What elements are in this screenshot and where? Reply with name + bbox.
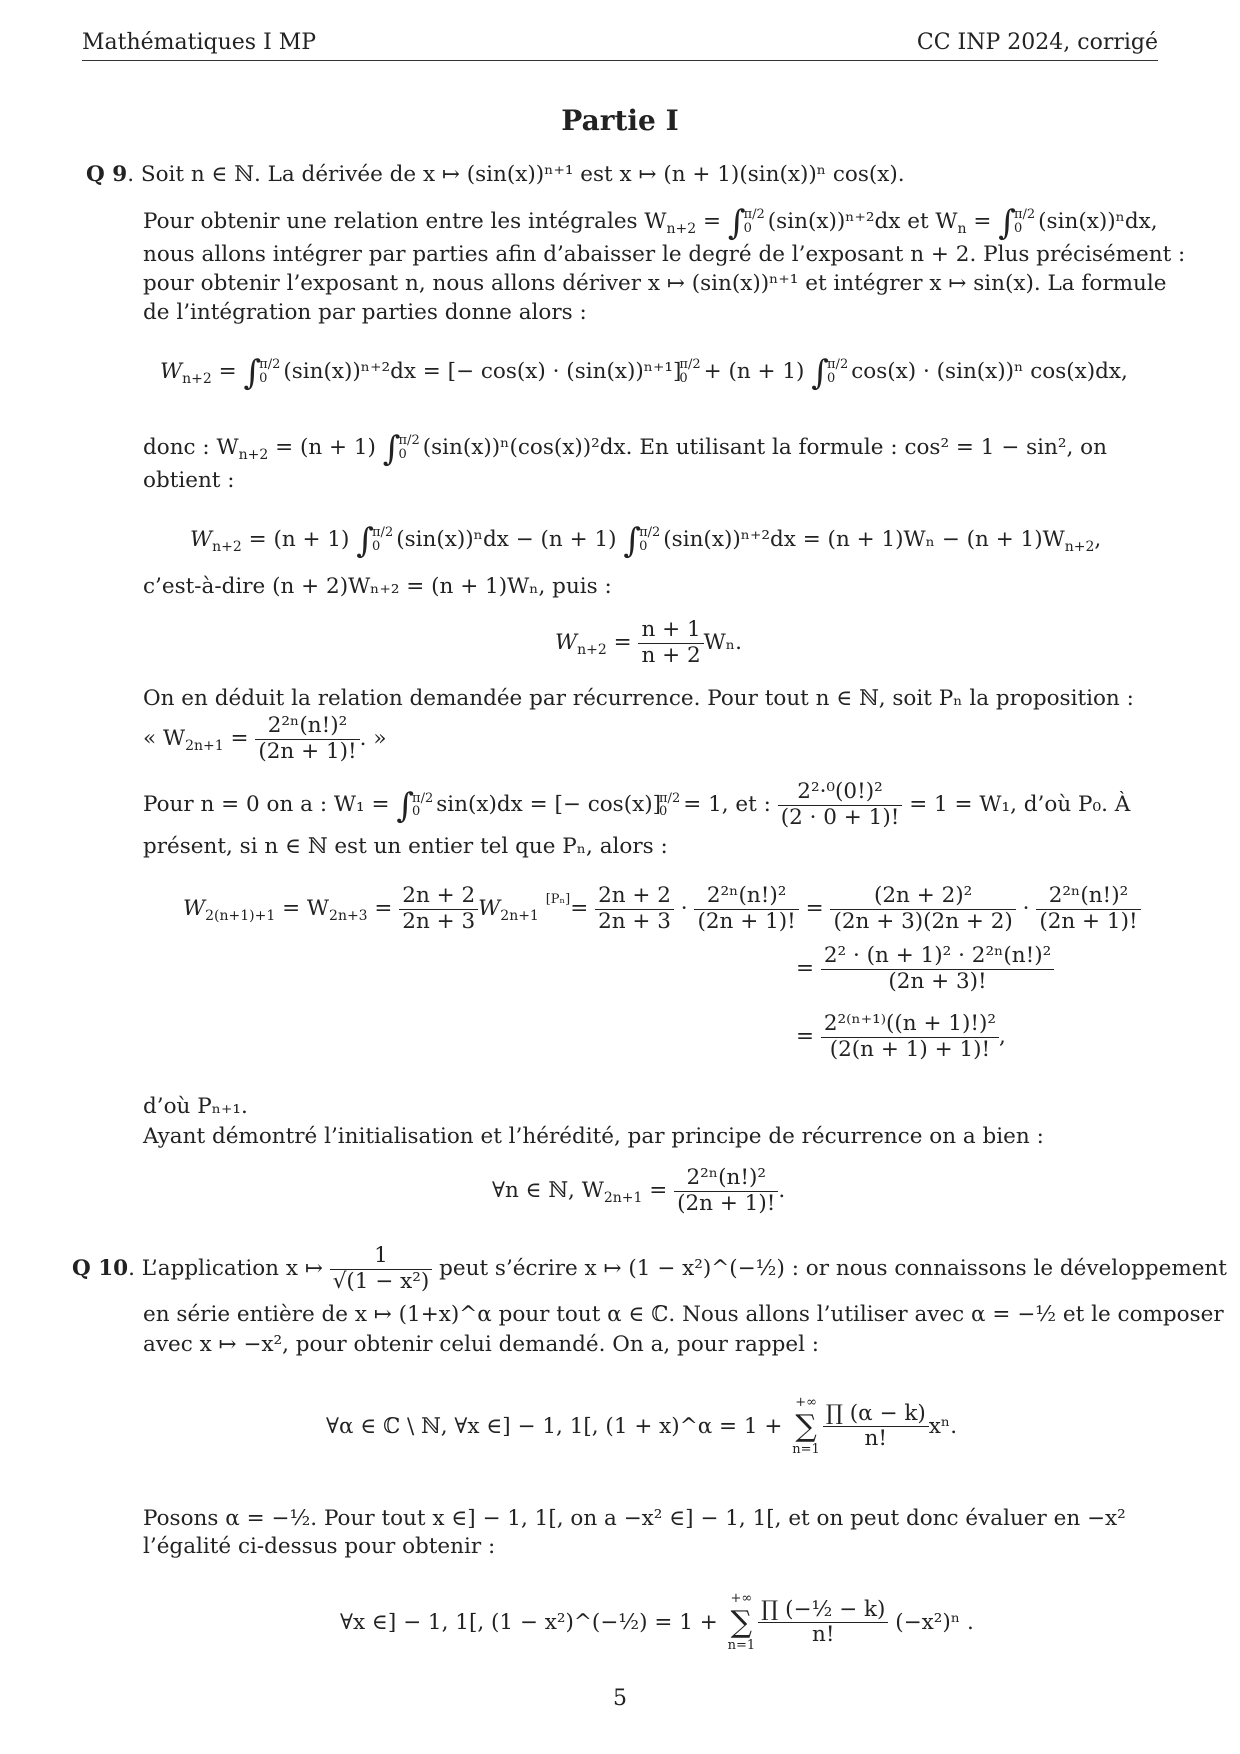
q9-line-12: présent, si n ∈ ℕ est un entier tel que Pₙ, alors : bbox=[143, 834, 668, 859]
q9-text-10b: . » bbox=[359, 726, 387, 752]
q10-eq1-b: xⁿ. bbox=[928, 1413, 958, 1439]
q9-line-7: obtient : bbox=[143, 468, 235, 493]
q9-r1-d4: (2n + 1)! bbox=[1036, 909, 1140, 935]
q9-r1-d1b: 2n + 3 bbox=[595, 909, 674, 935]
q9-eq-rec-3: = $\frac{\text{2²⁽ⁿ⁺¹⁾((n + 1)!)²}}{(2(n + 1) + 1)!}$ , bbox=[796, 1011, 1006, 1062]
q9-eq1-a: (sin(x))ⁿ⁺²dx = [− cos(x) · (sin(x))ⁿ⁺¹] bbox=[283, 359, 682, 384]
running-header bbox=[82, 30, 1158, 61]
q10-line-2: en série entière de x ↦ (1+x)^α pour tout α ∈ ℂ. Nous allons l’utiliser avec α = −½ et le composer bbox=[143, 1302, 1224, 1327]
q10-label: Q 10 bbox=[72, 1256, 129, 1282]
q9-text-11a: Pour n = 0 on a : W₁ = bbox=[143, 792, 390, 818]
q10-line-4: Posons α = −½. Pour tout x ∈] − 1, 1[, on a −x² ∈] − 1, 1[, et on peut donc évaluer en −x² bbox=[143, 1506, 1126, 1531]
q10-eq-1 bbox=[326, 1396, 957, 1458]
section-title: Partie I bbox=[561, 104, 679, 137]
q9-line-8: c’est-à-dire (n + 2)Wₙ₊₂ = (n + 1)Wₙ, puis : bbox=[143, 574, 612, 599]
q9-r2-den: (2n + 3)! bbox=[821, 969, 1054, 995]
page-number: 5 bbox=[613, 1686, 627, 1711]
q9-text-6a: donc : W bbox=[143, 435, 239, 460]
q9-p-den: (2n + 1)! bbox=[255, 739, 359, 765]
q9-eq2-b: (sin(x))ⁿdx − (n + 1) bbox=[396, 527, 617, 552]
q9-eq1-b: + (n + 1) bbox=[703, 359, 805, 384]
q9-text-1: . Soit n ∈ ℕ. La dérivée de x ↦ (sin(x))ⁿ⁺¹ est x ↦ (n + 1)(sin(x))ⁿ cos(x). bbox=[127, 162, 905, 187]
q9-text-2c: (sin(x))ⁿdx, bbox=[1038, 209, 1158, 234]
q9-r1-n1b: 2n + 2 bbox=[598, 883, 671, 908]
q9-text-11b: sin(x)dx = [− cos(x)] bbox=[436, 792, 662, 818]
header-left: Mathématiques I MP bbox=[82, 30, 317, 55]
q9-eq2-d: , bbox=[1094, 527, 1102, 552]
q9-r1-n3: (2n + 2)² bbox=[873, 883, 973, 908]
q9-label: Q 9 bbox=[86, 162, 128, 187]
q9-fin-a: ∀n ∈ ℕ, W bbox=[492, 1178, 604, 1204]
q10-l1-den: √(1 − x²) bbox=[330, 1269, 433, 1295]
q9-line-6: donc : $W_{n+2} = (n + 1)$ ∫ π/2 0 (sin(x))ⁿ(cos(x))²dx. En utilisant la formule : cos² = 1 − sin², on bbox=[143, 429, 1107, 469]
q10-eq1-a: ∀α ∈ ℂ \ ℕ, ∀x ∈] − 1, 1[, (1 + x)^α = 1 + bbox=[326, 1413, 783, 1439]
q9-text-6c: (sin(x))ⁿ(cos(x))²dx. En utilisant la formule : cos² = 1 − sin², on bbox=[422, 435, 1107, 460]
q10-eq1-num: ∏ (α − k) bbox=[825, 1400, 926, 1426]
q10-text-1b: peut s’écrire x ↦ (1 − x²)^(−½) : or nous connaissons le développement bbox=[439, 1256, 1227, 1282]
q9-init-num: 2²·⁰(0!)² bbox=[797, 779, 883, 804]
q9-text-2: Pour obtenir une relation entre les intégrales W bbox=[143, 209, 667, 234]
q9-r3-num: 2²⁽ⁿ⁺¹⁾((n + 1)!)² bbox=[823, 1011, 997, 1036]
q9-fin-num: 2²ⁿ(n!)² bbox=[686, 1165, 766, 1190]
q9-r1-d1: 2n + 3 bbox=[399, 909, 478, 935]
q9-r1-n1: 2n + 2 bbox=[402, 883, 476, 908]
q9-text-11d: = 1 = W₁, d’où P₀. À bbox=[909, 792, 1131, 818]
q10-eq2-b: (−x²)ⁿ . bbox=[895, 1609, 974, 1635]
q10-line-1 bbox=[72, 1244, 1227, 1294]
q9-line-5: de l’intégration par parties donne alors : bbox=[143, 300, 587, 325]
q10-l1-num: 1 bbox=[374, 1243, 388, 1268]
q10-line-3: avec x ↦ −x², pour obtenir celui demandé. On a, pour rappel : bbox=[143, 1332, 820, 1357]
q9-eq3-den: n + 2 bbox=[638, 643, 703, 669]
q9-r1-n4: 2²ⁿ(n!)² bbox=[1048, 883, 1129, 908]
q9-line-13: d’où Pₙ₊₁. bbox=[143, 1094, 248, 1119]
q10-line-5: l’égalité ci-dessus pour obtenir : bbox=[143, 1534, 496, 1559]
q9-init-den: (2 · 0 + 1)! bbox=[778, 805, 903, 831]
q9-r1-d3: (2n + 3)(2n + 2) bbox=[830, 909, 1015, 935]
q9-eq-1: $W_{n+2}$ = ∫ π/2 0 (sin(x))ⁿ⁺²dx = [− cos(x) · (sin(x))ⁿ⁺¹] π/2 0 + (n + 1) ∫ π/2 0 cos(x) · (sin(x))ⁿ cos(x)dx, bbox=[160, 353, 1128, 393]
header-right: CC INP 2024, corrigé bbox=[916, 30, 1158, 55]
q9-line-10: « $W_{2n+1}$ = $\frac{\text{2²ⁿ(n!)²}}{(2n + 1)!}$ . » bbox=[143, 713, 387, 764]
q9-line-2: Pour obtenir une relation entre les intégrales $W_{n+2}$ = ∫ π/2 0 (sin(x))ⁿ⁺²dx et $W_n$ = ∫ π/2 0 (sin(x))ⁿdx, bbox=[143, 203, 1158, 243]
q9-line-4: pour obtenir l’exposant n, nous allons dériver x ↦ (sin(x))ⁿ⁺¹ et intégrer x ↦ sin(x). La formule bbox=[143, 271, 1167, 296]
q9-eq1-c: cos(x) · (sin(x))ⁿ cos(x)dx, bbox=[851, 359, 1128, 384]
q9-eq-rec-2: = $\frac{\text{2² · (n + 1)² · 2²ⁿ(n!)²}}{(2n + 3)!}$ bbox=[796, 944, 1054, 994]
q10-eq2-a: ∀x ∈] − 1, 1[, (1 − x²)^(−½) = 1 + bbox=[340, 1609, 718, 1635]
q9-text-11c: = 1, et : bbox=[683, 792, 771, 818]
q9-r1-n2: 2²ⁿ(n!)² bbox=[706, 883, 787, 908]
q9-eq2-a: = (n + 1) bbox=[248, 527, 350, 552]
q9-eq3-end: Wₙ. bbox=[703, 630, 742, 656]
q10-eq2-den: n! bbox=[758, 1622, 888, 1648]
q9-r2-num: 2² · (n + 1)² · 2²ⁿ(n!)² bbox=[823, 943, 1052, 968]
q9-line-3: nous allons intégrer par parties afin d’abaisser le degré de l’exposant n + 2. Plus précisément : bbox=[143, 242, 1186, 267]
q9-eq-2: $W_{n+2} = (n + 1)$ ∫ π/2 0 (sin(x))ⁿdx − (n + 1) ∫ π/2 0 $(\sin(x))^{n+2}dx = (n + 1)W_n - (n + 1)W_{n+2}$, bbox=[190, 521, 1102, 561]
q9-r1-d2: (2n + 1)! bbox=[694, 909, 798, 935]
q9-eq-3: $W_{n+2}$ = $\frac{n + 1}{n + 2}$ Wₙ. bbox=[555, 617, 742, 668]
q9-text-2b: (sin(x))ⁿ⁺²dx et W bbox=[767, 209, 958, 234]
q9-eq2-c: (sin(x))ⁿ⁺²dx = (n + 1)Wₙ − (n + 1)W bbox=[663, 527, 1065, 552]
q9-eq-final: ∀n ∈ ℕ, $W_{2n+1}$ = $\frac{\text{2²ⁿ(n!)²}}{(2n + 1)!}$ . bbox=[492, 1165, 786, 1216]
q9-line-9: On en déduit la relation demandée par récurrence. Pour tout n ∈ ℕ, soit Pₙ la proposition : bbox=[143, 686, 1134, 711]
q9-r1-lab: [Pₙ] bbox=[545, 892, 571, 908]
q9-text-10a: « W bbox=[143, 726, 186, 752]
q9-text-6b: = (n + 1) bbox=[275, 435, 376, 460]
q10-eq-2 bbox=[340, 1592, 974, 1654]
q10-eq2-num: ∏ (−½ − k) bbox=[761, 1596, 886, 1622]
q9-eq-rec-1: $W_{2(n+1)+1} = W_{2n+3}$ = $\frac{2n + 2}{2n + 3}$ $W_{2n+1}$ [Pₙ]= $\frac{2n + 2}{2n + 3}$ · $\frac{\text{2²ⁿ(n!)²}}{(2n + 1)!}$ = $\frac{\text{(2n + 2)²}}{(2n + 3)(2n + 2)}$ · $\frac{\text{2²ⁿ(n!)²}}{(2n + 1)!}$ bbox=[183, 884, 1141, 934]
q9-eq3-num: n + 1 bbox=[641, 617, 701, 642]
q9-line-1 bbox=[86, 164, 905, 186]
q10-text-1a: . L’application x ↦ bbox=[128, 1256, 323, 1282]
q9-p-num: 2²ⁿ(n!)² bbox=[267, 713, 348, 738]
sum-symbol-1: +∞ ∑ n=1 bbox=[792, 1395, 820, 1458]
q9-line-14: Ayant démontré l’initialisation et l’hérédité, par principe de récurrence on a bien : bbox=[143, 1124, 1044, 1149]
q10-eq1-den: n! bbox=[823, 1426, 929, 1452]
q9-r3-den: (2(n + 1) + 1)! bbox=[821, 1037, 999, 1063]
q9-line-11: Pour n = 0 on a : W₁ = ∫ π/2 0 sin(x)dx = [− cos(x)] π/2 0 = 1, et : $\frac{\text{2²·⁰(0!)²}}{(2 \cdot 0 + 1)!}$ = 1 = W₁, d’où P₀. À bbox=[143, 779, 1131, 830]
q9-fin-den: (2n + 1)! bbox=[674, 1191, 778, 1217]
sum-symbol-2: +∞ ∑ n=1 bbox=[727, 1591, 756, 1654]
q9-r1-a: = W bbox=[282, 896, 330, 922]
